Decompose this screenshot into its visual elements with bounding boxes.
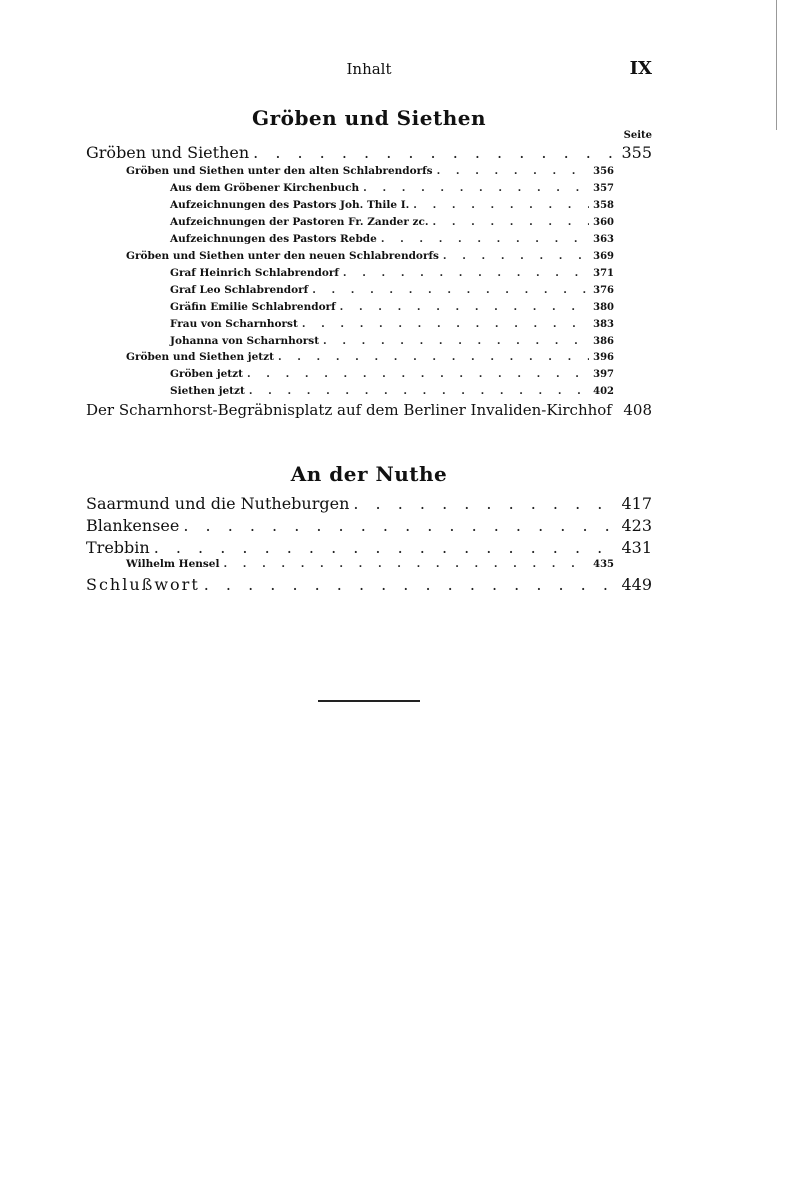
toc-entry-page: 383 — [593, 319, 614, 330]
toc-entry-page: 431 — [621, 538, 652, 557]
toc-entry-title: Aufzeichnungen des Pastors Joh. Thile I. — [170, 199, 410, 211]
dot-leader — [312, 284, 589, 296]
running-title: Inhalt — [346, 60, 392, 78]
dot-leader — [343, 267, 589, 279]
toc-entry-page: 386 — [593, 336, 614, 347]
closing-rule — [318, 700, 420, 702]
seite-column-label: Seite — [623, 130, 652, 141]
toc-entry[interactable] — [126, 351, 614, 363]
dot-leader — [443, 250, 589, 262]
dot-leader — [381, 233, 589, 245]
dot-leader — [413, 199, 589, 211]
toc-entry[interactable] — [86, 516, 652, 535]
toc-entry-page: 363 — [593, 234, 614, 245]
toc-entry-page: 356 — [593, 166, 614, 177]
toc-entry-page: 417 — [621, 494, 652, 513]
dot-leader — [340, 301, 589, 313]
toc-entry[interactable] — [170, 301, 614, 313]
toc-entry-page: 360 — [593, 217, 614, 228]
toc-entry-page: 435 — [593, 559, 614, 570]
toc-entry[interactable] — [170, 318, 614, 330]
dot-leader — [363, 182, 589, 194]
toc-entry[interactable] — [170, 233, 614, 245]
dot-leader — [253, 143, 617, 162]
toc-entry-page: 357 — [593, 183, 614, 194]
dot-leader — [353, 494, 617, 513]
toc-entry[interactable] — [170, 284, 614, 296]
toc-entry-title: Graf Leo Schlabrendorf — [170, 284, 309, 296]
dot-leader — [154, 538, 618, 557]
toc-entry-title: Graf Heinrich Schlabrendorf — [170, 267, 339, 279]
toc-entry[interactable] — [170, 216, 614, 228]
toc-entry-title: Der Scharnhorst-Begräbnisplatz auf dem Berliner Invaliden-Kirchhof — [86, 401, 612, 419]
section-title-groeben: Gröben und Siethen — [251, 106, 486, 130]
toc-entry-title: Gröben und Siethen — [86, 143, 250, 162]
toc-entry-page: 408 — [623, 401, 652, 419]
toc-entry[interactable] — [170, 199, 614, 211]
toc-entry-title: Blankensee — [86, 516, 180, 535]
toc-entry[interactable] — [126, 250, 614, 262]
dot-leader — [204, 575, 618, 594]
dot-leader — [278, 351, 589, 363]
dot-leader — [323, 335, 589, 347]
toc-entry[interactable] — [126, 558, 614, 570]
toc-entry-title: Saarmund und die Nutheburgen — [86, 494, 350, 513]
toc-entry[interactable] — [170, 368, 614, 380]
toc-entry-title: Siethen jetzt — [170, 385, 245, 397]
toc-entry-title: Aufzeichnungen des Pastors Rebde — [170, 233, 377, 245]
toc-entry-title: Aus dem Gröbener Kirchenbuch — [170, 182, 360, 194]
toc-entry[interactable] — [170, 267, 614, 279]
page-edge-line — [776, 0, 777, 130]
toc-entry[interactable] — [126, 165, 614, 177]
page-number: IX — [629, 58, 652, 79]
page-header — [86, 60, 652, 84]
toc-entry-page: 376 — [593, 285, 614, 296]
toc-entry-page: 358 — [593, 200, 614, 211]
toc-entry-page: 369 — [593, 251, 614, 262]
toc-entry-title: Wilhelm Hensel — [126, 558, 220, 570]
toc-entry-page: 397 — [593, 369, 614, 380]
section-title-nuthe: An der Nuthe — [290, 462, 448, 486]
dot-leader — [433, 216, 590, 228]
toc-entry[interactable] — [86, 575, 652, 594]
toc-entry-title: Trebbin — [86, 538, 150, 557]
dot-leader — [302, 318, 589, 330]
toc-entry[interactable] — [86, 494, 652, 513]
toc-entry-title: Gröben und Siethen unter den neuen Schlabrendorfs — [126, 250, 439, 262]
toc-entry-page: 371 — [593, 268, 614, 279]
toc-entry-page: 380 — [593, 302, 614, 313]
toc-entry-page: 355 — [621, 143, 652, 162]
toc-entry[interactable] — [170, 335, 614, 347]
toc-entry-title: Frau von Scharnhorst — [170, 318, 298, 330]
toc-entry[interactable] — [86, 401, 652, 419]
dot-leader — [437, 165, 590, 177]
toc-entry-title: Gräfin Emilie Schlabrendorf — [170, 301, 336, 313]
toc-entry-page: 402 — [593, 386, 614, 397]
dot-leader — [249, 385, 589, 397]
toc-entry[interactable] — [86, 538, 652, 557]
dot-leader — [183, 516, 617, 535]
toc-entry-page: 396 — [593, 352, 614, 363]
toc-entry-title: Aufzeichnungen der Pastoren Fr. Zander zc. — [170, 216, 429, 228]
toc-entry[interactable] — [170, 182, 614, 194]
toc-entry-title: Gröben jetzt — [170, 368, 243, 380]
toc-entry-title: Schlußwort — [86, 575, 200, 594]
toc-entry[interactable] — [86, 143, 652, 162]
toc-entry-page: 449 — [621, 575, 652, 594]
toc-entry-title: Gröben und Siethen jetzt — [126, 351, 274, 363]
toc-entry-title: Gröben und Siethen unter den alten Schlabrendorfs — [126, 165, 433, 177]
dot-leader — [223, 558, 589, 570]
dot-leader — [247, 368, 589, 380]
toc-entry-title: Johanna von Scharnhorst — [170, 335, 320, 347]
toc-entry[interactable] — [170, 385, 614, 397]
toc-entry-page: 423 — [621, 516, 652, 535]
